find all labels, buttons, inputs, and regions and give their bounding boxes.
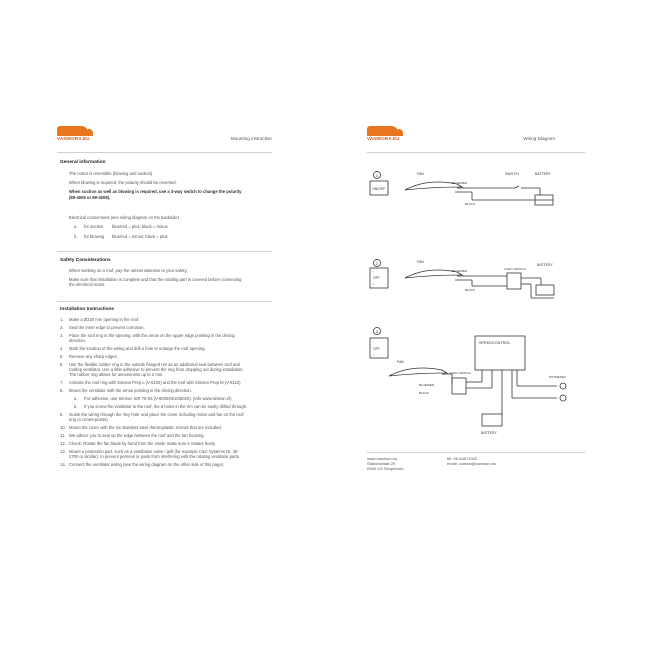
three-way-switch-icon [507, 273, 521, 289]
step-number: 9. [60, 412, 64, 417]
page-title: Wiring Diagram [523, 136, 555, 141]
page-title: Mounting instruction [230, 136, 272, 141]
wiring-diagram-3 [367, 326, 585, 441]
step-text: For adhesive, use Simson ISR 70-03 (V-6000/6010/6020). (Info www.simson.nl) [84, 396, 232, 401]
switch-state: OFF [373, 276, 380, 280]
footer-website: www.vanworx.eu [367, 456, 398, 461]
battery-icon [536, 285, 554, 295]
switch-name: 3-WAY SWITCH [449, 371, 471, 375]
step-text: Make a Ø230 mm opening in the roof. [69, 317, 140, 322]
battery-label: BATTERY [535, 172, 551, 176]
step-text: We advice you to seal up the edge between the roof and the fan housing. [69, 433, 205, 438]
diagram-number: 1 [375, 173, 379, 178]
footer-street: Stationstraat 29 [367, 461, 396, 466]
fan-label: FAN [417, 172, 424, 176]
wire-label: BLUE/RED [452, 269, 468, 273]
potmeter-icon [560, 395, 566, 401]
step-text: Mount the ventilator with the arrow pointing in the driving direction. [69, 388, 192, 393]
step-text: Use the flexible rubber ring in the outside flanged rim as an additional seal between roof and [69, 362, 240, 367]
footer-contact [447, 456, 496, 466]
step-number: 11. [60, 433, 66, 438]
step-text: Check: Rotate the fan blade by hand from the inside make sure it rotates freely. [69, 441, 216, 446]
connection-b-value: blue/red = minus; black = plus [112, 234, 168, 239]
divider [57, 251, 272, 252]
general-bullet: - When suction as well as blowing is required, use a 3-way switch to change the polarity [69, 189, 241, 194]
step-text: Seal the inner edge to prevent corrosion. [69, 325, 145, 330]
safety-bullet-cont: the electrical motor. [69, 282, 106, 287]
connection-b-name: for blowing [84, 234, 105, 239]
connection-b-label: b. [74, 234, 78, 239]
step-text: Connect the ventilator wiring (see the wiring diagram on the other side of this page). [69, 462, 225, 467]
potmeter-label: POTMETER [549, 375, 566, 379]
step-text: ring (4 centre-points). [69, 417, 109, 422]
mounting-instruction-page [57, 120, 272, 500]
vanworx-logo [57, 126, 99, 142]
van-icon [367, 126, 399, 136]
step-number: 7. [60, 380, 64, 385]
battery-label: BATTERY [537, 263, 553, 267]
safety-bullet: - Make sure that installation is complete and that the rotating part is covered before connecting [69, 277, 242, 282]
battery-icon [482, 414, 502, 426]
connection-a-value: blue/red = plus; black = minus [112, 224, 168, 229]
step-number: 5. [60, 354, 64, 359]
diagram-number: 2 [375, 261, 379, 266]
safety-bullet: - When working on a roof, pay the utmost attention to your safety. [69, 268, 187, 273]
step-text: 2700 or similar), to prevent persons or parts from interfering with the rotating ventilator parts. [69, 454, 241, 459]
step-number: 13. [60, 449, 66, 454]
step-text: Activate the roof ring with Simson Prep L (V-6100) and the roof with Simson Prep M (V-6110) [69, 380, 241, 385]
fan-housing-icon [389, 368, 447, 376]
wire-label: BLACK [465, 202, 475, 206]
speedcontrol-label: SPEEDCONTROL [479, 341, 511, 345]
wire-label: BLUE/RED [452, 181, 468, 185]
step-text: The rubber ring allows for unevenness up to 2 mm. [69, 372, 164, 377]
safety-heading: Safety Considerations [60, 258, 111, 263]
installation-heading: Installation Instructions [60, 307, 115, 312]
step-number: b. [74, 404, 78, 409]
step-number: 1. [60, 317, 64, 322]
divider [367, 452, 585, 453]
three-way-switch-icon [452, 378, 466, 394]
general-bullet: - When blowing is required, the polarity should be reversed. [69, 180, 177, 185]
switch-name: 3-WAY SWITCH [504, 267, 526, 271]
switch-label: ON/OFF [372, 187, 386, 191]
wire-label: BLACK [419, 391, 429, 395]
step-text: rooftop ventilator. Use a little adhesive to prevent the ring from dropping out during installation. [69, 367, 244, 372]
step-text: direction. [69, 338, 86, 343]
step-number: 6. [60, 362, 64, 367]
divider [57, 301, 272, 302]
step-text: Mount the cover with the six stainless steel thermoplastic screws that are included. [69, 425, 222, 430]
general-bullet: - The motor is reversible (blowing and suction). [69, 171, 153, 176]
switch-state: ↑ [373, 341, 375, 345]
step-number: 2. [60, 325, 64, 330]
step-number: 12. [60, 441, 66, 446]
step-number: a. [74, 396, 78, 401]
step-text: Mount a protection part, such as a ventilation valve / grill (for example C&C Systems Nr. 35- [69, 449, 239, 454]
step-text: Place the roof ring in the opening, with the arrow on the upper edge pointing in the driving [69, 333, 235, 338]
brand-name: VANWORX.EU [57, 136, 90, 141]
wire-label: BLUE/RED [419, 383, 435, 387]
divider [367, 152, 585, 153]
switch-name: SWITCH [505, 172, 519, 176]
step-number: 10. [60, 425, 66, 430]
step-text: If you screw the ventilator to the roof, the 8 holes in the rim can be easily drilled through. [84, 404, 248, 409]
step-number: 14. [60, 462, 66, 467]
footer-phone: tel: 06-54674303 [447, 456, 478, 461]
step-number: 8. [60, 388, 64, 393]
footer-address [367, 456, 403, 471]
diagram-number: 3 [375, 329, 379, 334]
step-text: Remove any sharp edges. [69, 354, 118, 359]
footer-email: email: contact@vanworx.eu [447, 461, 497, 466]
step-text: Guide the wiring through the 'key hole' and place the cover including motor and fan on the roof [69, 412, 244, 417]
wiring-diagram-1 [367, 170, 585, 220]
fan-label: FAN [397, 360, 404, 364]
step-text: Mark the location of the wiring and drill a hole or enlarge the roof opening. [69, 346, 206, 351]
step-number: 3. [60, 333, 64, 338]
van-icon [57, 126, 89, 136]
step-number: 4. [60, 346, 64, 351]
general-heading: General information [60, 160, 106, 165]
general-bullet-cont: (89-4005 or 89-4008). [69, 195, 111, 200]
wire-label: BLACK [465, 288, 475, 292]
connection-a-label: a. [74, 224, 78, 229]
divider [57, 152, 272, 153]
switch-state: ↓ [373, 353, 375, 357]
potmeter-icon [560, 383, 566, 389]
vanworx-logo [367, 126, 409, 142]
wiring-diagram-page [367, 120, 585, 500]
wiring-diagram-2 [367, 258, 585, 308]
switch-state: OFF [373, 347, 380, 351]
battery-label: BATTERY [481, 431, 497, 435]
switch-state: ↓ [373, 282, 375, 286]
brand-name: VANWORX.EU [367, 136, 400, 141]
general-bullet: - Electrical connections (see wiring diagram on the backside) [69, 215, 179, 220]
connection-a-name: for suction [84, 224, 104, 229]
switch-state: ↑ [373, 270, 375, 274]
footer-city: 6369 VG Simpelveld [367, 466, 404, 471]
fan-label: FAN [417, 260, 424, 264]
